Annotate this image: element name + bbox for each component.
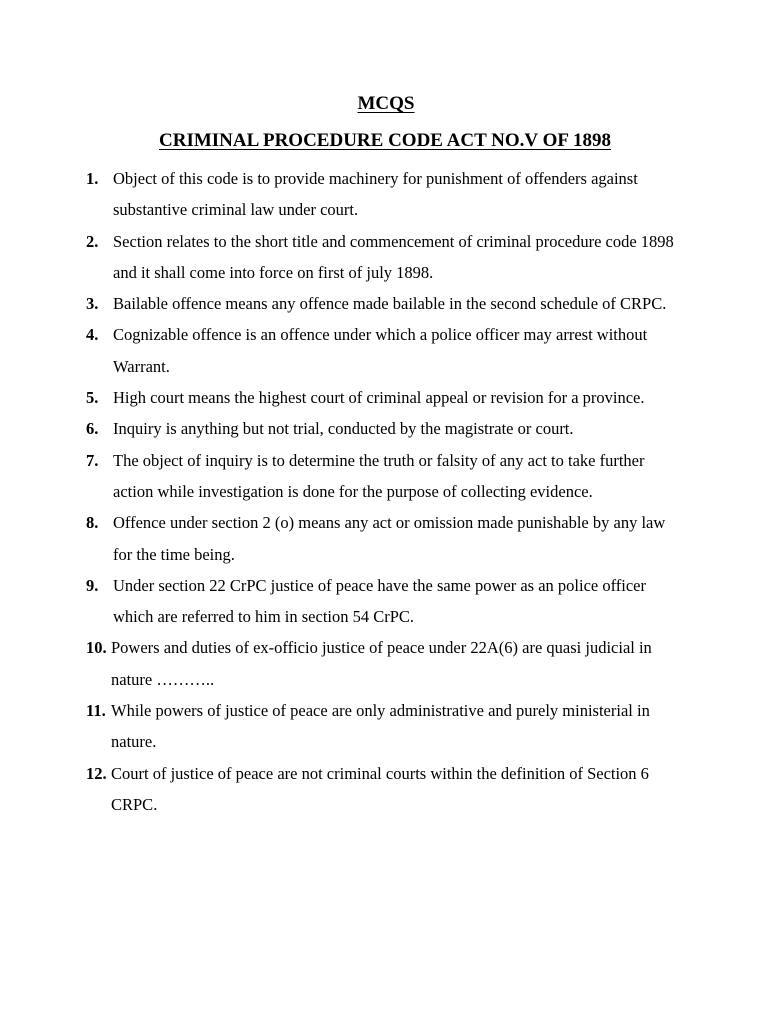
mcq-list	[86, 163, 686, 820]
item-text: Powers and duties of ex-officio justice of peace under 22A(6) are quasi judicial in nature ………..	[111, 638, 652, 689]
item-number: 11.	[86, 701, 106, 721]
document-title: MCQS	[357, 93, 415, 114]
item-number: 7.	[86, 450, 99, 470]
list-item	[86, 163, 686, 226]
list-item	[86, 226, 686, 289]
list-item	[86, 288, 686, 319]
item-number: 6.	[86, 419, 99, 439]
item-text: Inquiry is anything but not trial, conducted by the magistrate or court.	[113, 419, 574, 439]
item-number: 1.	[86, 169, 99, 188]
item-text: Bailable offence means any offence made bailable in the second schedule of CRPC.	[113, 294, 667, 314]
item-number: 12.	[86, 763, 107, 783]
item-text: Cognizable offence is an offence under which a police officer may arrest without Warrant.	[113, 325, 648, 376]
list-item	[86, 570, 686, 633]
list-item	[86, 632, 686, 695]
list-item	[86, 695, 686, 758]
list-item	[86, 413, 686, 444]
item-number: 5.	[86, 388, 99, 408]
item-number: 9.	[86, 575, 99, 595]
item-text: High court means the highest court of criminal appeal or revision for a province.	[113, 388, 645, 408]
item-number: 4.	[86, 325, 99, 345]
item-text: While powers of justice of peace are only administrative and purely ministerial in nature.	[111, 701, 650, 752]
item-text: Under section 22 CrPC justice of peace have the same power as an police officer which are referred to him in section 54 CrPC.	[113, 575, 647, 627]
list-item	[86, 382, 686, 413]
item-number: 2.	[86, 231, 99, 251]
document-subtitle: CRIMINAL PROCEDURE CODE ACT NO.V OF 1898	[159, 130, 611, 151]
item-text: Offence under section 2 (o) means any act or omission made punishable by any law for the time being.	[113, 513, 666, 564]
item-number: 8.	[86, 513, 99, 533]
list-item	[86, 758, 686, 821]
item-text: The object of inquiry is to determine the truth or falsity of any act to take further action while investigation is done for the purpose of collecting evidence.	[113, 450, 645, 501]
item-text: Object of this code is to provide machinery for punishment of offenders against substantive criminal law under court.	[113, 169, 638, 220]
item-number: 10.	[86, 638, 107, 658]
list-item	[86, 507, 686, 570]
item-text: Section relates to the short title and commencement of criminal procedure code 1898 and it shall come into force on first of july 1898.	[113, 231, 674, 282]
list-item	[86, 319, 686, 382]
item-number: 3.	[86, 294, 99, 314]
item-text: Court of justice of peace are not criminal courts within the definition of Section 6 CRPC.	[111, 763, 649, 814]
list-item	[86, 445, 686, 508]
